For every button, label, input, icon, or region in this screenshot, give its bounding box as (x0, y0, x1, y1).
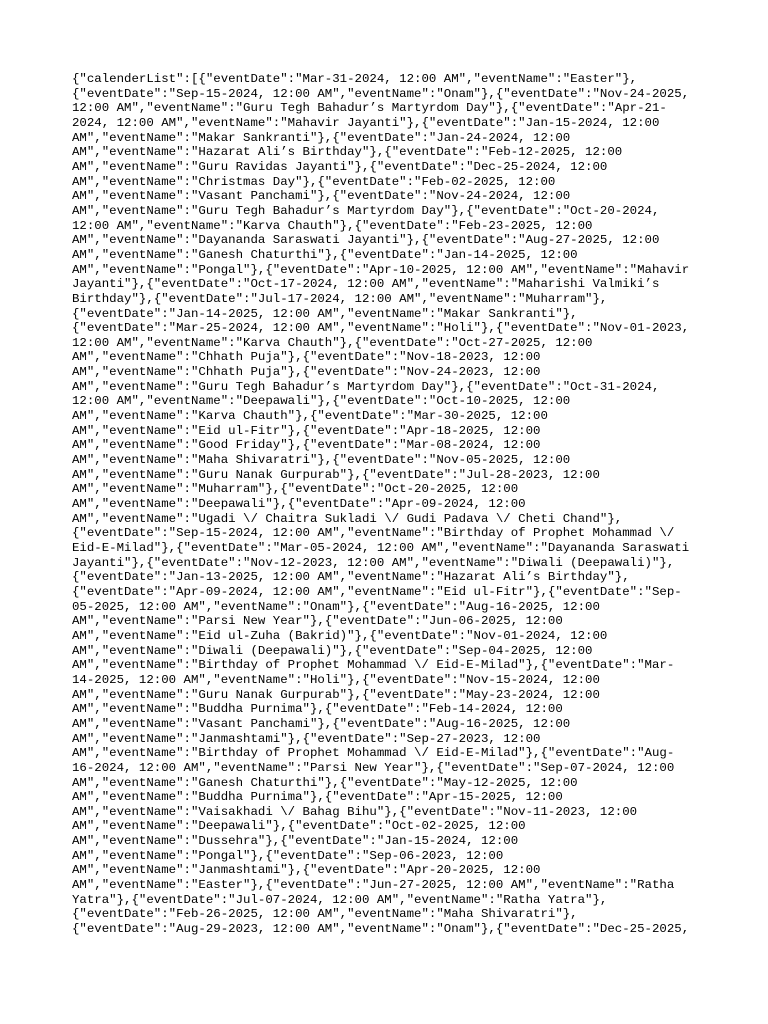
text-line: AM","eventName":"Diwali (Deepawali)"},{"eventDate":"Sep-04-2025, 12:00 (72, 643, 593, 658)
text-line: AM","eventName":"Guru Ravidas Jayanti"},{"eventDate":"Dec-25-2024, 12:00 (72, 159, 608, 174)
text-line: 12:00 AM","eventName":"Karva Chauth"},{"eventDate":"Oct-27-2025, 12:00 (72, 335, 593, 350)
text-line: {"eventDate":"Aug-29-2023, 12:00 AM","eventName":"Onam"},{"eventDate":"Dec-25-2025, (72, 922, 690, 937)
text-line: AM","eventName":"Buddha Purnima"},{"eventDate":"Feb-14-2024, 12:00 (72, 702, 563, 717)
text-line: AM","eventName":"Easter"},{"eventDate":"Jun-27-2025, 12:00 AM","eventName":"Ratha (72, 878, 675, 893)
text-line: AM","eventName":"Buddha Purnima"},{"eventDate":"Apr-15-2025, 12:00 (72, 790, 563, 805)
text-line: {"eventDate":"Sep-15-2024, 12:00 AM","eventName":"Onam"},{"eventDate":"Nov-24-2025, (72, 86, 690, 101)
json-document (72, 72, 704, 937)
text-line: {"eventDate":"Feb-26-2025, 12:00 AM","eventName":"Maha Shivaratri"}, (72, 907, 578, 922)
text-line: AM","eventName":"Ganesh Chaturthi"},{"eventDate":"Jan-14-2025, 12:00 (72, 247, 578, 262)
text-line: Jayanti"},{"eventDate":"Nov-12-2023, 12:00 AM","eventName":"Diwali (Deepawali)"}, (72, 555, 675, 570)
text-line: {"eventDate":"Jan-13-2025, 12:00 AM","eventName":"Hazarat Ali’s Birthday"}, (72, 570, 630, 585)
text-line: AM","eventName":"Maha Shivaratri"},{"eventDate":"Nov-05-2025, 12:00 (72, 453, 571, 468)
text-line: 05-2025, 12:00 AM","eventName":"Onam"},{"eventDate":"Aug-16-2025, 12:00 (72, 599, 600, 614)
text-line: AM","eventName":"Janmashtami"},{"eventDate":"Sep-27-2023, 12:00 (72, 731, 541, 746)
text-line: AM","eventName":"Eid ul-Zuha (Bakrid)"},{"eventDate":"Nov-01-2024, 12:00 (72, 628, 608, 643)
text-line: 2024, 12:00 AM","eventName":"Mahavir Jayanti"},{"eventDate":"Jan-15-2024, 12:00 (72, 115, 660, 130)
text-line: {"eventDate":"Sep-15-2024, 12:00 AM","eventName":"Birthday of Prophet Mohammad \/ (72, 526, 675, 541)
text-line: 12:00 AM","eventName":"Guru Tegh Bahadur’s Martyrdom Day"},{"eventDate":"Apr-21- (72, 101, 667, 116)
text-line: 16-2024, 12:00 AM","eventName":"Parsi New Year"},{"eventDate":"Sep-07-2024, 12:00 (72, 760, 675, 775)
text-line: {"eventDate":"Apr-09-2024, 12:00 AM","eventName":"Eid ul-Fitr"},{"eventDate":"Sep- (72, 584, 682, 599)
text-line: AM","eventName":"Vasant Panchami"},{"eventDate":"Nov-24-2024, 12:00 (72, 189, 571, 204)
text-line: AM","eventName":"Vasant Panchami"},{"eventDate":"Aug-16-2025, 12:00 (72, 716, 571, 731)
text-line: AM","eventName":"Parsi New Year"},{"eventDate":"Jun-06-2025, 12:00 (72, 614, 563, 629)
text-line: 14-2025, 12:00 AM","eventName":"Holi"},{"eventDate":"Nov-15-2024, 12:00 (72, 672, 600, 687)
text-line: AM","eventName":"Deepawali"},{"eventDate":"Oct-02-2025, 12:00 (72, 819, 526, 834)
text-line: AM","eventName":"Pongal"},{"eventDate":"Sep-06-2023, 12:00 (72, 848, 504, 863)
text-line: AM","eventName":"Makar Sankranti"},{"eventDate":"Jan-24-2024, 12:00 (72, 130, 571, 145)
text-line: AM","eventName":"Dayananda Saraswati Jayanti"},{"eventDate":"Aug-27-2025, 12:00 (72, 233, 660, 248)
text-line: {"calenderList":[{"eventDate":"Mar-31-2024, 12:00 AM","eventName":"Easter"}, (72, 72, 638, 86)
text-line: Yatra"},{"eventDate":"Jul-07-2024, 12:00 AM","eventName":"Ratha Yatra"}, (72, 892, 608, 907)
text-line: {"eventDate":"Jan-14-2025, 12:00 AM","eventName":"Makar Sankranti"}, (72, 306, 578, 321)
text-line: AM","eventName":"Ugadi \/ Chaitra Sukladi \/ Gudi Padava \/ Cheti Chand"}, (72, 511, 623, 526)
text-line: AM","eventName":"Deepawali"},{"eventDate":"Apr-09-2024, 12:00 (72, 497, 526, 512)
text-line: AM","eventName":"Good Friday"},{"eventDate":"Mar-08-2024, 12:00 (72, 438, 541, 453)
text-line: AM","eventName":"Hazarat Ali’s Birthday"},{"eventDate":"Feb-12-2025, 12:00 (72, 145, 623, 160)
text-line: AM","eventName":"Chhath Puja"},{"eventDate":"Nov-18-2023, 12:00 (72, 350, 541, 365)
text-line: 12:00 AM","eventName":"Karva Chauth"},{"eventDate":"Feb-23-2025, 12:00 (72, 218, 593, 233)
text-line: 12:00 AM","eventName":"Deepawali"},{"eventDate":"Oct-10-2025, 12:00 (72, 394, 571, 409)
text-line: AM","eventName":"Guru Tegh Bahadur’s Martyrdom Day"},{"eventDate":"Oct-20-2024, (72, 203, 660, 218)
text-line: AM","eventName":"Guru Nanak Gurpurab"},{"eventDate":"Jul-28-2023, 12:00 (72, 467, 600, 482)
text-line: AM","eventName":"Eid ul-Fitr"},{"eventDate":"Apr-18-2025, 12:00 (72, 423, 541, 438)
text-line: AM","eventName":"Muharram"},{"eventDate":"Oct-20-2025, 12:00 (72, 482, 519, 497)
text-line: AM","eventName":"Guru Tegh Bahadur’s Martyrdom Day"},{"eventDate":"Oct-31-2024, (72, 379, 660, 394)
text-line: Eid-E-Milad"},{"eventDate":"Mar-05-2024, 12:00 AM","eventName":"Dayananda Saraswati (72, 541, 690, 555)
text-line: AM","eventName":"Birthday of Prophet Mohammad \/ Eid-E-Milad"},{"eventDate":"Mar- (72, 658, 675, 673)
text-line: AM","eventName":"Janmashtami"},{"eventDate":"Apr-20-2025, 12:00 (72, 863, 541, 878)
text-line: AM","eventName":"Chhath Puja"},{"eventDate":"Nov-24-2023, 12:00 (72, 365, 541, 380)
text-line: AM","eventName":"Christmas Day"},{"eventDate":"Feb-02-2025, 12:00 (72, 174, 556, 189)
text-line: Jayanti"},{"eventDate":"Oct-17-2024, 12:00 AM","eventName":"Maharishi Valmiki’s (72, 277, 660, 292)
text-line: Birthday"},{"eventDate":"Jul-17-2024, 12:00 AM","eventName":"Muharram"}, (72, 291, 608, 306)
text-line: AM","eventName":"Guru Nanak Gurpurab"},{"eventDate":"May-23-2024, 12:00 (72, 687, 600, 702)
text-line: AM","eventName":"Pongal"},{"eventDate":"Apr-10-2025, 12:00 AM","eventName":"Mahavir (72, 262, 690, 277)
text-line: AM","eventName":"Ganesh Chaturthi"},{"eventDate":"May-12-2025, 12:00 (72, 775, 578, 790)
text-line: AM","eventName":"Dussehra"},{"eventDate":"Jan-15-2024, 12:00 (72, 834, 519, 849)
text-line: {"eventDate":"Mar-25-2024, 12:00 AM","eventName":"Holi"},{"eventDate":"Nov-01-2023, (72, 321, 690, 336)
text-line: AM","eventName":"Karva Chauth"},{"eventDate":"Mar-30-2025, 12:00 (72, 409, 548, 424)
text-line: AM","eventName":"Vaisakhadi \/ Bahag Bihu"},{"eventDate":"Nov-11-2023, 12:00 (72, 804, 638, 819)
text-line: AM","eventName":"Birthday of Prophet Mohammad \/ Eid-E-Milad"},{"eventDate":"Aug- (72, 746, 675, 761)
